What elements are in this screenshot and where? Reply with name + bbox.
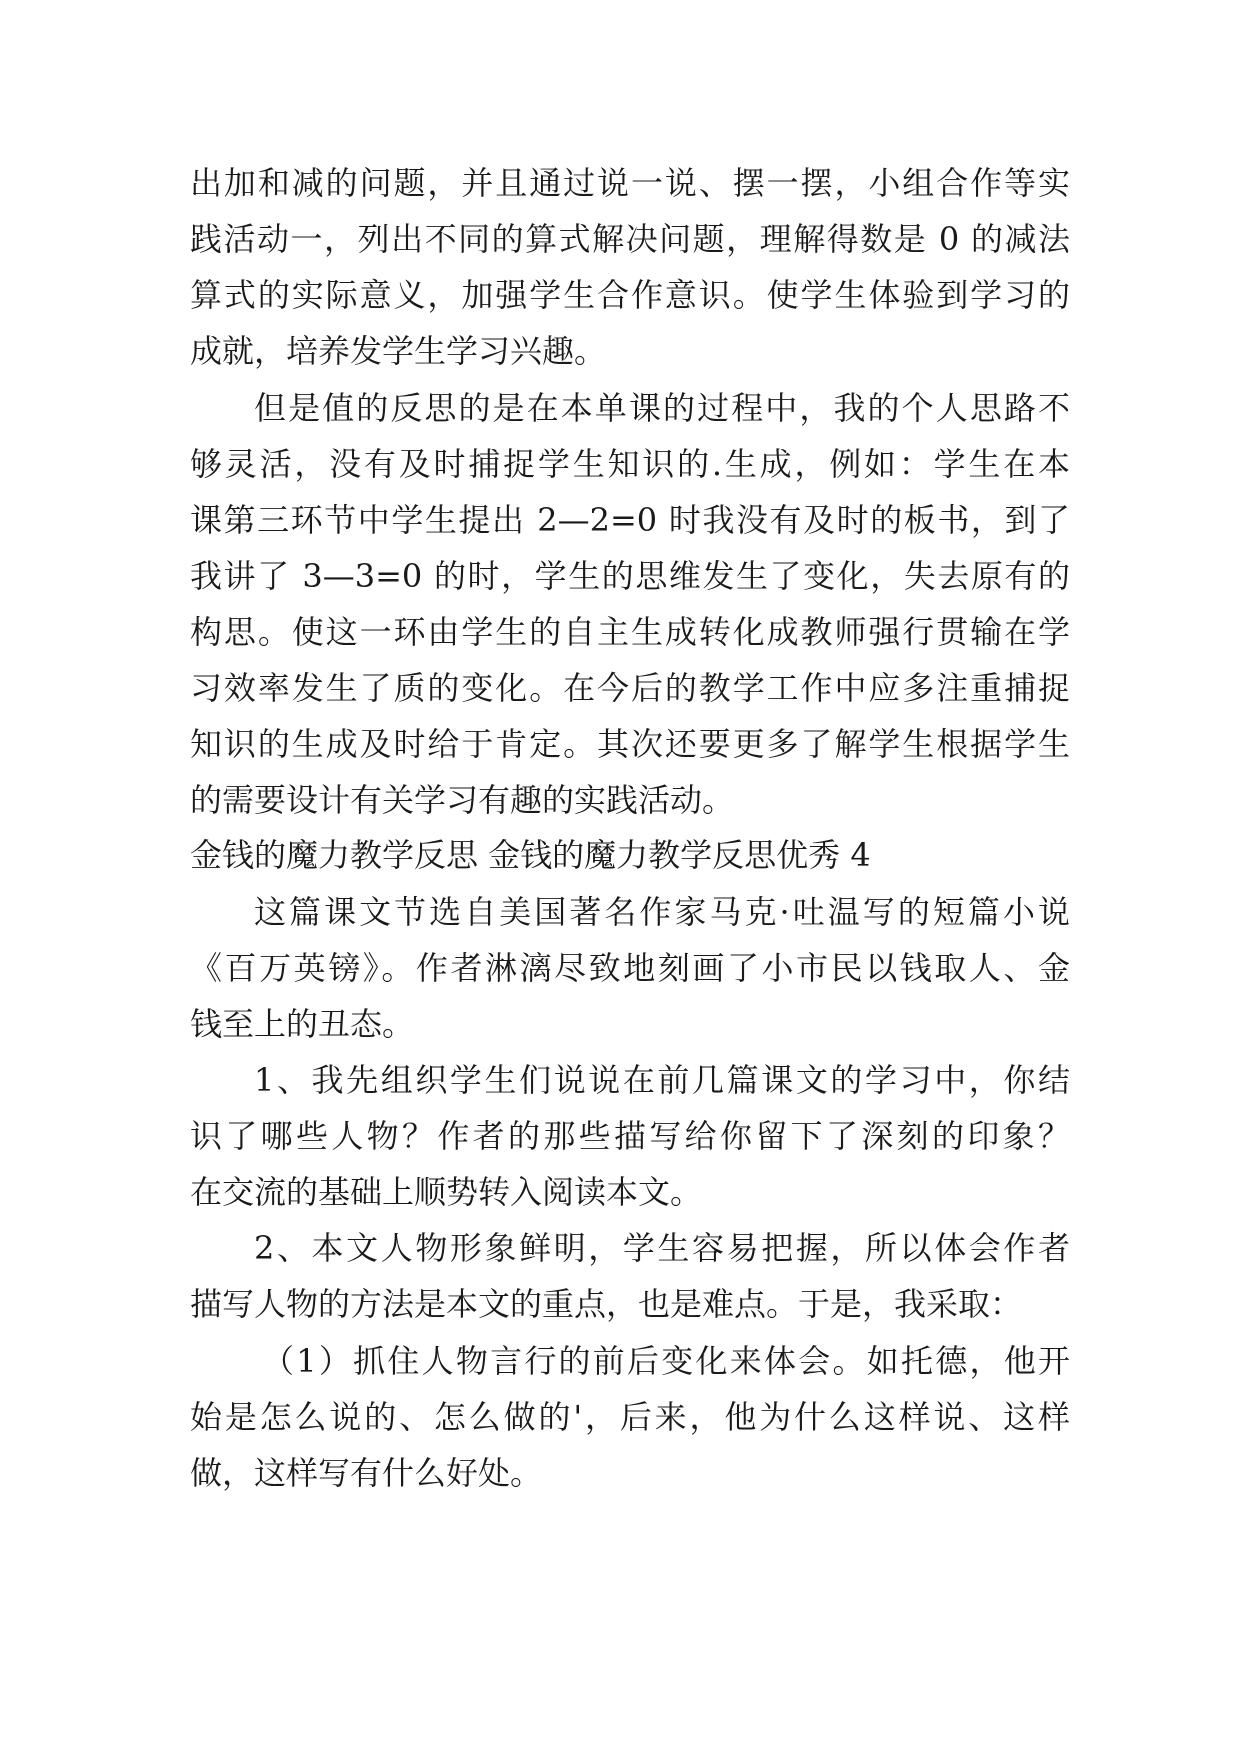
paragraph-4-line-2: 识了哪些人物？作者的那些描写给你留下了深刻的印象？ <box>190 1117 1070 1155</box>
paragraph-2-line-3: 课第三环节中学生提出 2—2=0 时我没有及时的板书，到了 <box>190 501 1070 539</box>
paragraph-1-line-1: 出加和减的问题，并且通过说一说、摆一摆，小组合作等实 <box>190 164 1070 202</box>
paragraph-3-line-1: 这篇课文节选自美国著名作家马克·吐温写的短篇小说 <box>254 893 1070 931</box>
paragraph-2-line-1: 但是值的反思的是在本单课的过程中，我的个人思路不 <box>254 389 1070 427</box>
paragraph-2-line-5: 构思。使这一环由学生的自主生成转化成教师强行贯输在学 <box>190 613 1070 651</box>
paragraph-4-line-1: 1、我先组织学生们说说在前几篇课文的学习中，你结 <box>254 1061 1070 1099</box>
paragraph-1-line-4: 成就，培养发学生学习兴趣。 <box>190 332 607 370</box>
paragraph-2-line-6: 习效率发生了质的变化。在今后的教学工作中应多注重捕捉 <box>190 669 1070 707</box>
section-heading: 金钱的魔力教学反思 金钱的魔力教学反思优秀 4 <box>190 836 871 874</box>
paragraph-4-line-3: 在交流的基础上顺势转入阅读本文。 <box>190 1173 703 1211</box>
paragraph-3-line-3: 钱至上的丑态。 <box>190 1005 415 1043</box>
paragraph-2-line-8: 的需要设计有关学习有趣的实践活动。 <box>190 781 735 819</box>
paragraph-2-line-4: 我讲了 3—3=0 的时，学生的思维发生了变化，失去原有的 <box>190 557 1070 595</box>
paragraph-2-line-2: 够灵活，没有及时捕捉学生知识的.生成，例如：学生在本 <box>190 445 1070 483</box>
paragraph-6-line-3: 做，这样写有什么好处。 <box>190 1454 543 1492</box>
paragraph-6-line-2: 始是怎么说的、怎么做的'，后来，他为什么这样说、这样 <box>190 1398 1070 1436</box>
paragraph-1-line-3: 算式的实际意义，加强学生合作意识。使学生体验到学习的 <box>190 276 1070 314</box>
paragraph-3-line-2: 《百万英镑》。作者淋漓尽致地刻画了小市民以钱取人、金 <box>190 949 1070 987</box>
paragraph-5-line-1: 2、本文人物形象鲜明，学生容易把握，所以体会作者 <box>254 1229 1070 1267</box>
paragraph-2-line-7: 知识的生成及时给于肯定。其次还要更多了解学生根据学生 <box>190 725 1070 763</box>
paragraph-5-line-2: 描写人物的方法是本文的重点，也是难点。于是，我采取： <box>190 1285 1023 1323</box>
paragraph-1-line-2: 践活动一，列出不同的算式解决问题，理解得数是 0 的减法 <box>190 220 1070 258</box>
paragraph-6-line-1: （1）抓住人物言行的前后变化来体会。如托德，他开 <box>262 1342 1070 1380</box>
